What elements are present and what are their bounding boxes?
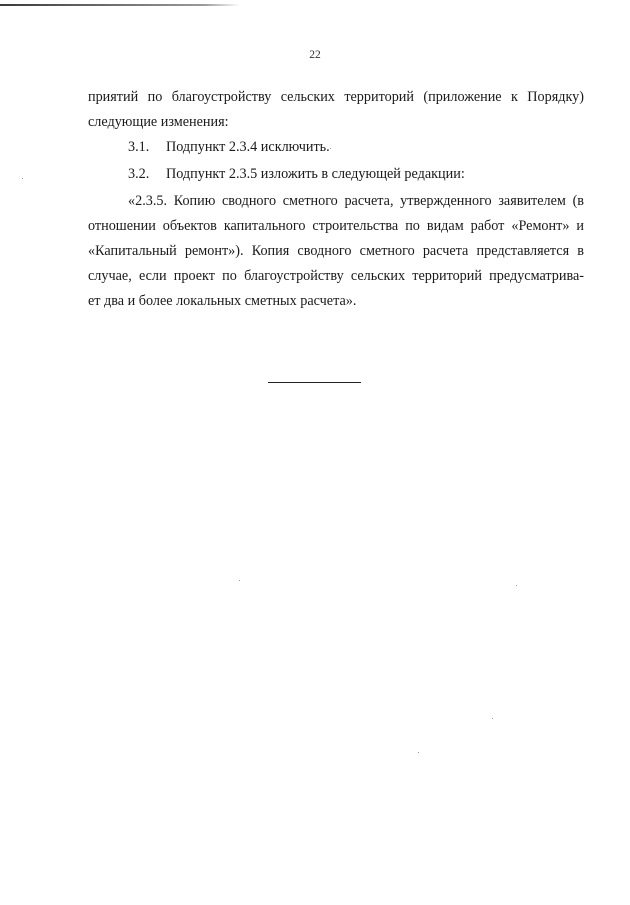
quoted-line-1: «2.3.5. Копию сводного сметного расчета, утвержденного заявителем (в <box>128 193 584 209</box>
list-item-text: Подпункт 2.3.5 изложить в следующей редакции: <box>166 166 465 182</box>
intro-paragraph <box>88 85 584 135</box>
scan-speck <box>516 585 517 586</box>
quoted-line-5: ет два и более локальных сметных расчета». <box>88 293 357 309</box>
scan-speck <box>330 148 331 149</box>
list-item-3-2 <box>128 162 465 187</box>
intro-line-2: следующие изменения: <box>88 114 229 130</box>
scan-speck <box>418 752 419 753</box>
end-divider <box>268 382 361 383</box>
quoted-line-3: «Капитальный ремонт»). Копия сводного сметного расчета представляется в <box>88 243 584 259</box>
page-number: 22 <box>309 49 321 61</box>
list-item-text: Подпункт 2.3.4 исключить. <box>166 139 330 155</box>
list-item-3-1 <box>128 135 330 160</box>
intro-line-1: приятий по благоустройству сельских территорий (приложение к Порядку) <box>88 89 584 105</box>
scan-speck <box>492 718 493 719</box>
scan-speck <box>22 178 23 179</box>
scan-edge-line <box>0 4 240 6</box>
list-item-number: 3.1. <box>128 139 150 155</box>
scan-speck <box>239 580 240 581</box>
quoted-paragraph <box>88 189 584 314</box>
list-item-number: 3.2. <box>128 166 150 182</box>
quoted-line-2: отношении объектов капитального строительства по видам работ «Ремонт» и <box>88 218 584 234</box>
quoted-line-4: случае, если проект по благоустройству сельских территорий предусматрива- <box>88 268 584 284</box>
